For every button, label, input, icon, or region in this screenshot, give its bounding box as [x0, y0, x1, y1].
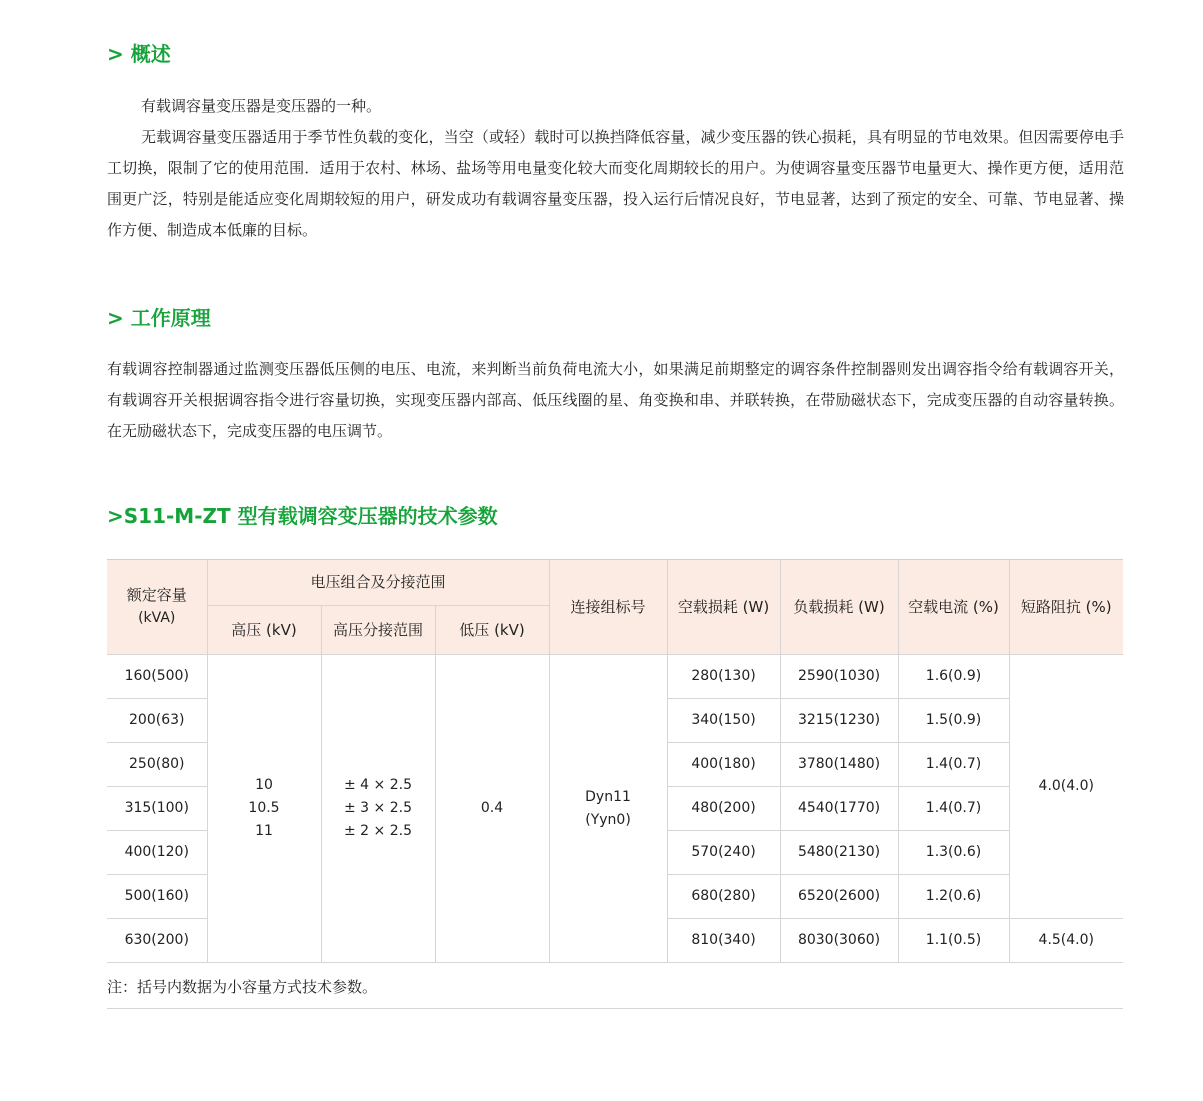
- hv-tap-value: ± 4 × 2.5: [344, 777, 412, 793]
- overview-paragraph-2: [107, 122, 1124, 246]
- cell-hv-tap: [321, 655, 435, 963]
- cell-no-load-loss: 340(150): [667, 699, 780, 743]
- header-hv-tap: 高压分接范围: [321, 606, 435, 655]
- cell-no-load-current: 1.1(0.5): [898, 919, 1009, 963]
- cell-no-load-current: 1.3(0.6): [898, 831, 1009, 875]
- cell-no-load-current: 1.5(0.9): [898, 699, 1009, 743]
- cell-load-loss: 3215(1230): [780, 699, 898, 743]
- cell-no-load-loss: 400(180): [667, 743, 780, 787]
- overview-paragraph-2-text: 无载调容量变压器适用于季节性负载的变化，当空（或轻）载时可以换挡降低容量，减少变压器的铁心损耗，具有明显的节电效果。但因需要停电手工切换，限制了它的使用范围．适用于农村、林场、盐场等用电量变化较大而变化周期较长的用户。为使调容量变压器节电量更大、操作更方便，适用范围更广泛，特别是能适应变化周期较短的用户，研发成功有载调容量变压器，投入运行后情况良好，节电显著，达到了预定的安全、可靠、节电显著、操作方便、制造成本低廉的目标。: [107, 128, 1124, 239]
- cell-impedance: 4.0(4.0): [1009, 655, 1123, 919]
- overview-paragraph-1: [107, 91, 1124, 122]
- cell-hv: [207, 655, 321, 963]
- cell-capacity: 500(160): [107, 875, 207, 919]
- cell-capacity: 315(100): [107, 787, 207, 831]
- header-hv: 高压 (kV): [207, 606, 321, 655]
- header-rated-capacity-unit: (kVA): [138, 610, 176, 626]
- hv-tap-value: ± 2 × 2.5: [344, 823, 412, 839]
- hv-value: 11: [255, 823, 273, 839]
- cell-load-loss: 3780(1480): [780, 743, 898, 787]
- params-heading: >S11-M-ZT 型有载调容变压器的技术参数: [107, 504, 498, 528]
- cell-capacity: 200(63): [107, 699, 207, 743]
- header-no-load-current: 空载电流 (%): [898, 560, 1009, 655]
- header-rated-capacity: [107, 560, 207, 655]
- header-impedance: 短路阻抗 (%): [1009, 560, 1123, 655]
- cell-no-load-current: 1.4(0.7): [898, 787, 1009, 831]
- cell-no-load-current: 1.6(0.9): [898, 655, 1009, 699]
- cell-no-load-current: 1.2(0.6): [898, 875, 1009, 919]
- header-voltage-group: 电压组合及分接范围: [207, 560, 549, 606]
- cell-no-load-loss: 480(200): [667, 787, 780, 831]
- overview-text: [107, 91, 1124, 246]
- principle-paragraph: 有载调容控制器通过监测变压器低压侧的电压、电流，来判断当前负荷电流大小，如果满足前期整定的调容条件控制器则发出调容指令给有载调容开关，有载调容开关根据调容指令进行容量切换，实现变压器内部高、低压线圈的星、角变换和串、并联转换，在带励磁状态下，完成变压器的自动容量转换。在无励磁状态下，完成变压器的电压调节。: [107, 360, 1124, 440]
- principle-heading: > 工作原理: [107, 306, 211, 330]
- overview-heading: > 概述: [107, 42, 171, 66]
- cell-no-load-loss: 810(340): [667, 919, 780, 963]
- cell-load-loss: 8030(3060): [780, 919, 898, 963]
- principle-text: [107, 354, 1124, 447]
- overview-paragraph-1-text: 有载调容量变压器是变压器的一种。: [141, 97, 382, 115]
- header-lv: 低压 (kV): [435, 606, 549, 655]
- cell-no-load-loss: 280(130): [667, 655, 780, 699]
- connection-value: Dyn11: [585, 788, 631, 805]
- cell-lv: 0.4: [435, 655, 549, 963]
- cell-no-load-loss: 680(280): [667, 875, 780, 919]
- cell-no-load-current: 1.4(0.7): [898, 743, 1009, 787]
- cell-connection: [549, 655, 667, 963]
- header-no-load-loss: 空载损耗 (W): [667, 560, 780, 655]
- cell-load-loss: 4540(1770): [780, 787, 898, 831]
- cell-capacity: 400(120): [107, 831, 207, 875]
- header-connection: 连接组标号: [549, 560, 667, 655]
- header-rated-capacity-label: 额定容量: [126, 586, 187, 604]
- cell-no-load-loss: 570(240): [667, 831, 780, 875]
- table-note: 注：括号内数据为小容量方式技术参数。: [107, 975, 1123, 1009]
- cell-load-loss: 5480(2130): [780, 831, 898, 875]
- cell-capacity: 250(80): [107, 743, 207, 787]
- connection-value: (Yyn0): [585, 811, 631, 828]
- spec-table: [107, 559, 1123, 963]
- cell-load-loss: 2590(1030): [780, 655, 898, 699]
- hv-value: 10.5: [248, 800, 280, 816]
- hv-value: 10: [255, 777, 273, 793]
- cell-capacity: 160(500): [107, 655, 207, 699]
- table-row: [107, 655, 1123, 699]
- cell-impedance: 4.5(4.0): [1009, 919, 1123, 963]
- hv-tap-value: ± 3 × 2.5: [344, 800, 412, 816]
- cell-load-loss: 6520(2600): [780, 875, 898, 919]
- cell-capacity: 630(200): [107, 919, 207, 963]
- header-load-loss: 负载损耗 (W): [780, 560, 898, 655]
